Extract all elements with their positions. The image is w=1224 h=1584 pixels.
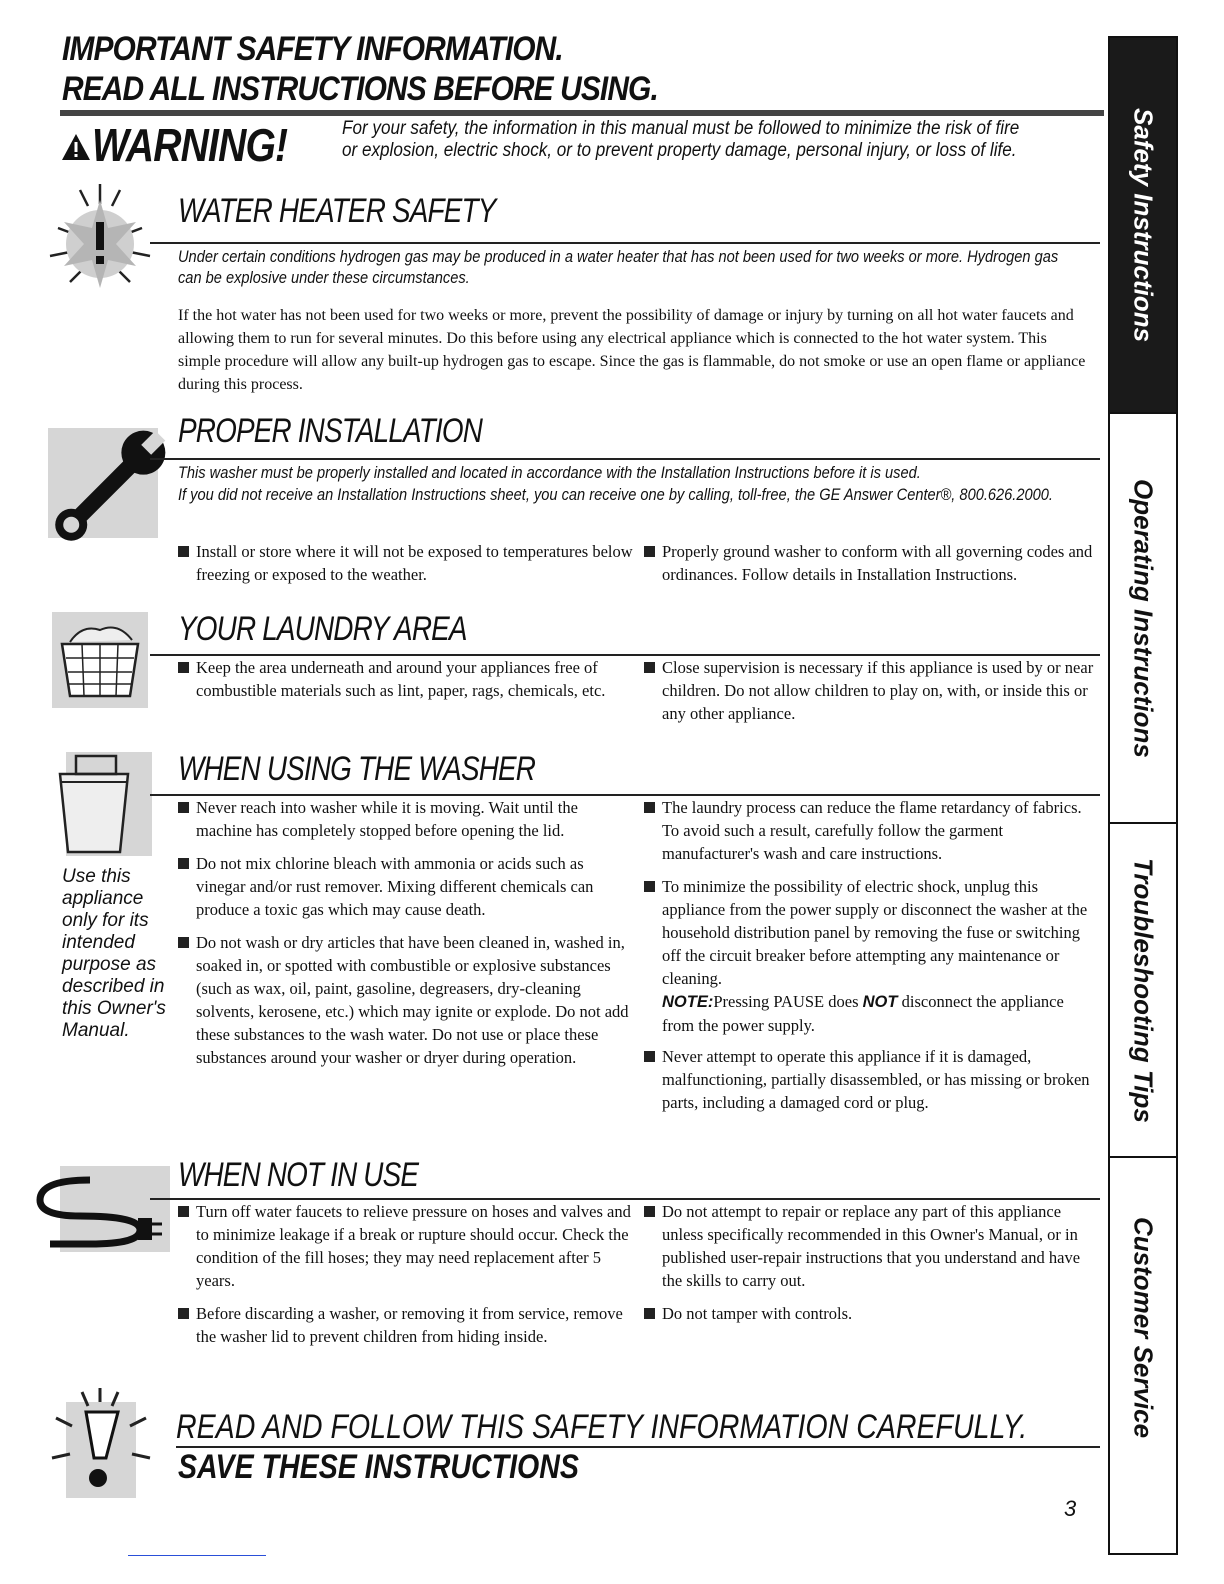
tab-customer-service[interactable]: Customer Service [1128,1217,1159,1439]
power-cord-icon [30,1160,170,1256]
link-underline [128,1555,266,1556]
page-title-line-2: READ ALL INSTRUCTIONS BEFORE USING. [62,70,658,108]
page-number: 3 [1064,1496,1077,1521]
section-divider [150,242,1100,244]
laundry-left-column [178,656,633,708]
list-item: To minimize the possibility of electric shock, unplug this appliance from the power supply or disconnect the washer at the household distribution panel by removing the fuse or switching off the circuit breaker before attempting any maintenance or cleaning. NOTE:Pressing PAUSE does NOT disconnect the appliance from the power supply. [644,875,1099,1037]
exclamation-burst-icon [26,1388,176,1498]
intended-purpose-note: Use this appliance only for its intended purpose as described in this Owner's Manual. [62,866,166,1041]
list-item: Never reach into washer while it is moving. Wait until the machine has completely stopped before opening the lid. [178,796,633,842]
warning-label: WARNING! [92,119,288,171]
list-item: Turn off water faucets to relieve pressure on hoses and valves and to minimize leakage if a break or rupture should occur. Check the condition of the fill hoses; they may need replacement after 5 years. [178,1200,633,1292]
bullet-icon [178,662,189,673]
bullet-icon [644,881,655,892]
bullet-icon [644,802,655,813]
laundry-right-column [644,656,1099,731]
water-heater-paragraph: If the hot water has not been used for two weeks or more, prevent the possibility of damage or injury by turning on all hot water faucets and allowing them to run for several minutes. Do this before using any electrical appliance which is connected to the hot water system. This simple procedure will allow any built-up hydrogen gas to escape. Since the gas is flammable, do not smoke or use an open flame or appliance during this process. [178,307,1086,393]
bullet-icon [644,662,655,673]
list-item: Do not wash or dry articles that have been cleaned in, washed in, soaked in, or spotted with combustible or explosive substances (such as wax, oil, paint, gasoline, degreasers, dry-cleaning solvents, kerosene, etc.) which may ignite or explode. Do not add these substances to the wash water. Do not use or place these substances around your washer or dryer during operation. [178,931,633,1069]
bullet-icon [178,802,189,813]
footer-save-instructions: SAVE THESE INSTRUCTIONS [178,1448,579,1486]
installation-left-column [178,540,633,592]
warning-text: For your safety, the information in this manual must be followed to minimize the risk of fire or explosion, electric shock, or to prevent property damage, personal injury, or loss of life. [342,118,1020,161]
bullet-icon [178,858,189,869]
installation-note-1: This washer must be properly installed and located in accordance with the Installation Instructions before it is used. [178,463,921,482]
list-item: Properly ground washer to conform with all governing codes and ordinances. Follow details in Installation Instructions. [644,540,1099,586]
bullet-icon [178,1308,189,1319]
section-heading-using-washer: WHEN USING THE WASHER [178,750,536,788]
list-item: Never attempt to operate this appliance if it is damaged, malfunctioning, partially disassembled, or has missing or broken parts, including a damaged cord or plug. [644,1045,1099,1114]
tab-troubleshooting-tips[interactable]: Troubleshooting Tips [1128,857,1159,1123]
water-heater-note: Under certain conditions hydrogen gas may be produced in a water heater that has not been used for two weeks or more. Hydrogen gas can be explosive under these circumstances. [178,247,1059,287]
section-heading-laundry-area: YOUR LAUNDRY AREA [178,610,467,648]
page-title-line-1: IMPORTANT SAFETY INFORMATION. [62,30,563,68]
bullet-icon [644,1308,655,1319]
not-in-use-right-column [644,1200,1099,1331]
list-item: Keep the area underneath and around your appliances free of combustible materials such as lint, paper, rags, chemicals, etc. [178,656,633,702]
bullet-icon [644,546,655,557]
section-heading-water-heater: WATER HEATER SAFETY [178,192,496,230]
section-heading-installation: PROPER INSTALLATION [178,412,483,450]
washer-icon [56,752,152,856]
pause-note: NOTE:Pressing PAUSE does NOT disconnect the appliance from the power supply. [662,992,1064,1035]
bullet-icon [178,1206,189,1217]
section-heading-not-in-use: WHEN NOT IN USE [178,1156,419,1194]
wrench-icon [48,418,168,558]
list-item: Do not tamper with controls. [644,1302,1099,1325]
tab-safety-instructions[interactable]: Safety Instructions [1110,38,1176,412]
list-item: Do not mix chlorine bleach with ammonia or acids such as vinegar and/or rust remover. Mixing different chemicals can produce a toxic gas which may cause death. [178,852,633,921]
section-divider [150,458,1100,460]
list-item: Before discarding a washer, or removing it from service, remove the washer lid to prevent children from hiding inside. [178,1302,633,1348]
using-left-column [178,796,633,1075]
bullet-icon [644,1206,655,1217]
tab-operating-instructions[interactable]: Operating Instructions [1128,478,1159,758]
bullet-icon [644,1051,655,1062]
laundry-basket-icon [52,612,148,708]
using-right-column [644,796,1099,1120]
installation-note-2: If you did not receive an Installation Instructions sheet, you can receive one by calling, toll-free, the GE Answer Center®, 800.626.2000. [178,485,1053,504]
installation-right-column [644,540,1099,592]
list-item: Do not attempt to repair or replace any part of this appliance unless specifically recommended in this Owner's Manual, or in published user-repair instructions that you understand and have the skills to carry out. [644,1200,1099,1292]
bullet-icon [178,937,189,948]
list-item: Close supervision is necessary if this appliance is used by or near children. Do not allow children to play on, with, or inside this or any other appliance. [644,656,1099,725]
not-in-use-left-column [178,1200,633,1354]
list-item: Install or store where it will not be exposed to temperatures below freezing or exposed to the weather. [178,540,633,586]
explosion-icon [30,178,170,298]
title-divider [60,110,1104,116]
list-item: The laundry process can reduce the flame retardancy of fabrics. To avoid such a result, carefully follow the garment manufacturer's wash and care instructions. [644,796,1099,865]
warning-triangle-icon [60,132,92,162]
footer-read-follow: READ AND FOLLOW THIS SAFETY INFORMATION CAREFULLY. [176,1408,1028,1446]
bullet-icon [178,546,189,557]
section-tabs [1108,36,1178,1555]
